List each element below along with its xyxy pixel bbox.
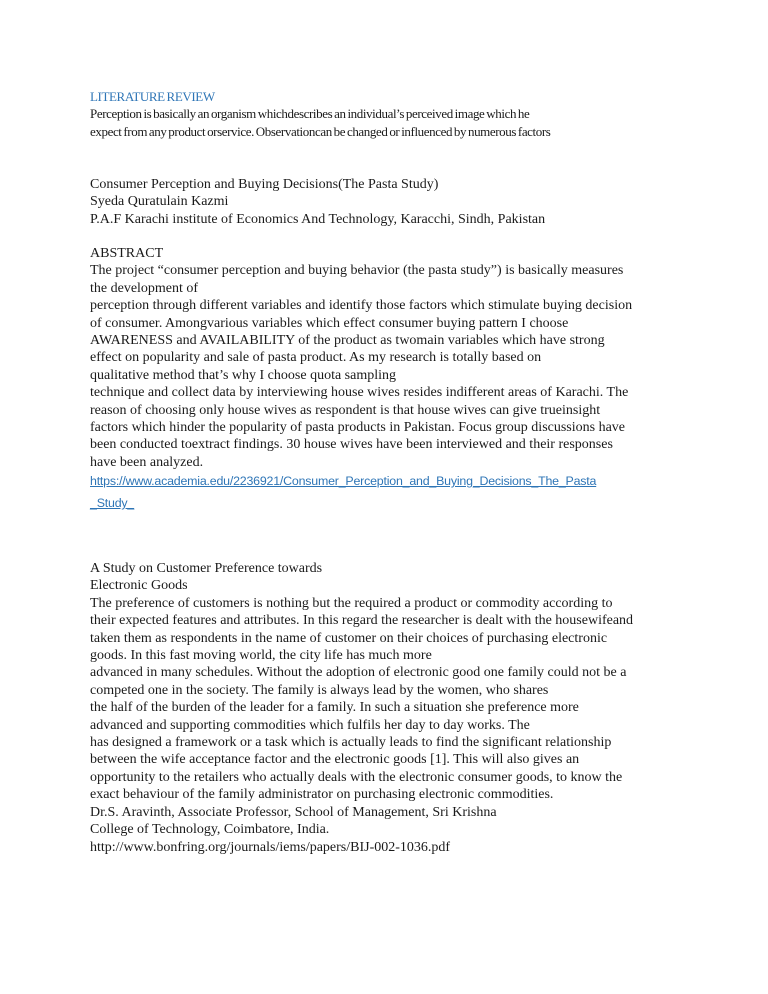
abstract-line: perception through different variables and identify those factors which stimulate buying decision — [90, 298, 633, 314]
study-2-body-line: their expected features and attributes. In this regard the researcher is dealt with the housewifeand — [90, 613, 634, 629]
study-2-body-line: advanced and supporting commodities which fulfils her day to day works. The — [90, 717, 530, 733]
study-2-section — [90, 560, 690, 856]
study-2-body-line: competed one in the society. The family is always lead by the women, who shares — [90, 682, 549, 698]
study-1-author: Syeda Quratulain Kazmi — [90, 194, 229, 210]
study-1-title: Consumer Perception and Buying Decisions(The Pasta Study) — [90, 177, 439, 192]
abstract-line: qualitative method that’s why I choose quota sampling — [90, 367, 396, 383]
abstract-line: been conducted toextract findings. 30 house wives have been interviewed and their responses — [90, 437, 613, 453]
study-2-body-line: exact behaviour of the family administrator on purchasing electronic commodities. — [90, 787, 554, 803]
literature-review-heading: LITERATURE REVIEW — [90, 89, 215, 104]
literature-review-section — [90, 88, 690, 140]
abstract-line: the development of — [90, 280, 199, 296]
abstract-line: The project “consumer perception and buying behavior (the pasta study”) is basically measures — [90, 263, 624, 279]
study-1-header — [90, 176, 690, 228]
study-2-url: http://www.bonfring.org/journals/iems/papers/BIJ-002-1036.pdf — [90, 839, 451, 855]
study-2-body-line: The preference of customers is nothing but the required a product or commodity according to — [90, 595, 613, 611]
literature-review-line: Perception is basically an organism whichdescribes an individual’s perceived image which he — [90, 106, 530, 122]
study-2-title-line: A Study on Customer Preference towards — [90, 561, 323, 576]
study-2-body-line: advanced in many schedules. Without the adoption of electronic good one family could not be a — [90, 665, 627, 681]
abstract-line: have been analyzed. — [90, 454, 204, 470]
abstract-line: effect on popularity and sale of pasta product. As my research is totally based on — [90, 350, 542, 366]
academia-link-line[interactable]: _Study_ — [90, 496, 135, 510]
study-2-title-line: Electronic Goods — [90, 578, 188, 594]
study-2-body-line: goods. In this fast moving world, the city life has much more — [90, 648, 432, 664]
study-2-body-line: taken them as respondents in the name of customer on their choices of purchasing electronic — [90, 630, 608, 646]
study-2-affiliation: College of Technology, Coimbatore, India. — [90, 822, 330, 838]
study-2-body-line: the half of the burden of the leader for a family. In such a situation she preference more — [90, 700, 579, 716]
study-1-link[interactable] — [90, 470, 690, 514]
literature-review-line: expect from any product orservice. Observationcan be changed or influenced by numerous factors — [90, 123, 551, 139]
study-2-author: Dr.S. Aravinth, Associate Professor, School of Management, Sri Krishna — [90, 804, 497, 820]
study-2-body-line: opportunity to the retailers who actually deals with the electronic consumer goods, to know the — [90, 769, 623, 785]
abstract-line: technique and collect data by interviewing house wives resides indifferent areas of Karachi. The — [90, 385, 629, 401]
abstract-line: of consumer. Amongvarious variables which effect consumer buying pattern I choose — [90, 315, 569, 331]
abstract-line: factors which hinder the popularity of pasta products in Pakistan. Focus group discussions have — [90, 420, 626, 436]
study-1-abstract — [90, 245, 690, 471]
abstract-heading: ABSTRACT — [90, 246, 164, 261]
abstract-line: AWARENESS and AVAILABILITY of the product as twomain variables which have strong — [90, 333, 605, 349]
abstract-line: reason of choosing only house wives as respondent is that house wives can give trueinsight — [90, 402, 601, 418]
study-2-body-line: between the wife acceptance factor and the electronic goods [1]. This will also gives an — [90, 752, 580, 768]
study-2-body-line: has designed a framework or a task which is actually leads to find the significant relationship — [90, 735, 612, 751]
study-1-affiliation: P.A.F Karachi institute of Economics And Technology, Karacchi, Sindh, Pakistan — [90, 211, 546, 227]
academia-link-line[interactable]: https://www.academia.edu/2236921/Consumer_Perception_and_Buying_Decisions_The_Pasta — [90, 474, 597, 488]
